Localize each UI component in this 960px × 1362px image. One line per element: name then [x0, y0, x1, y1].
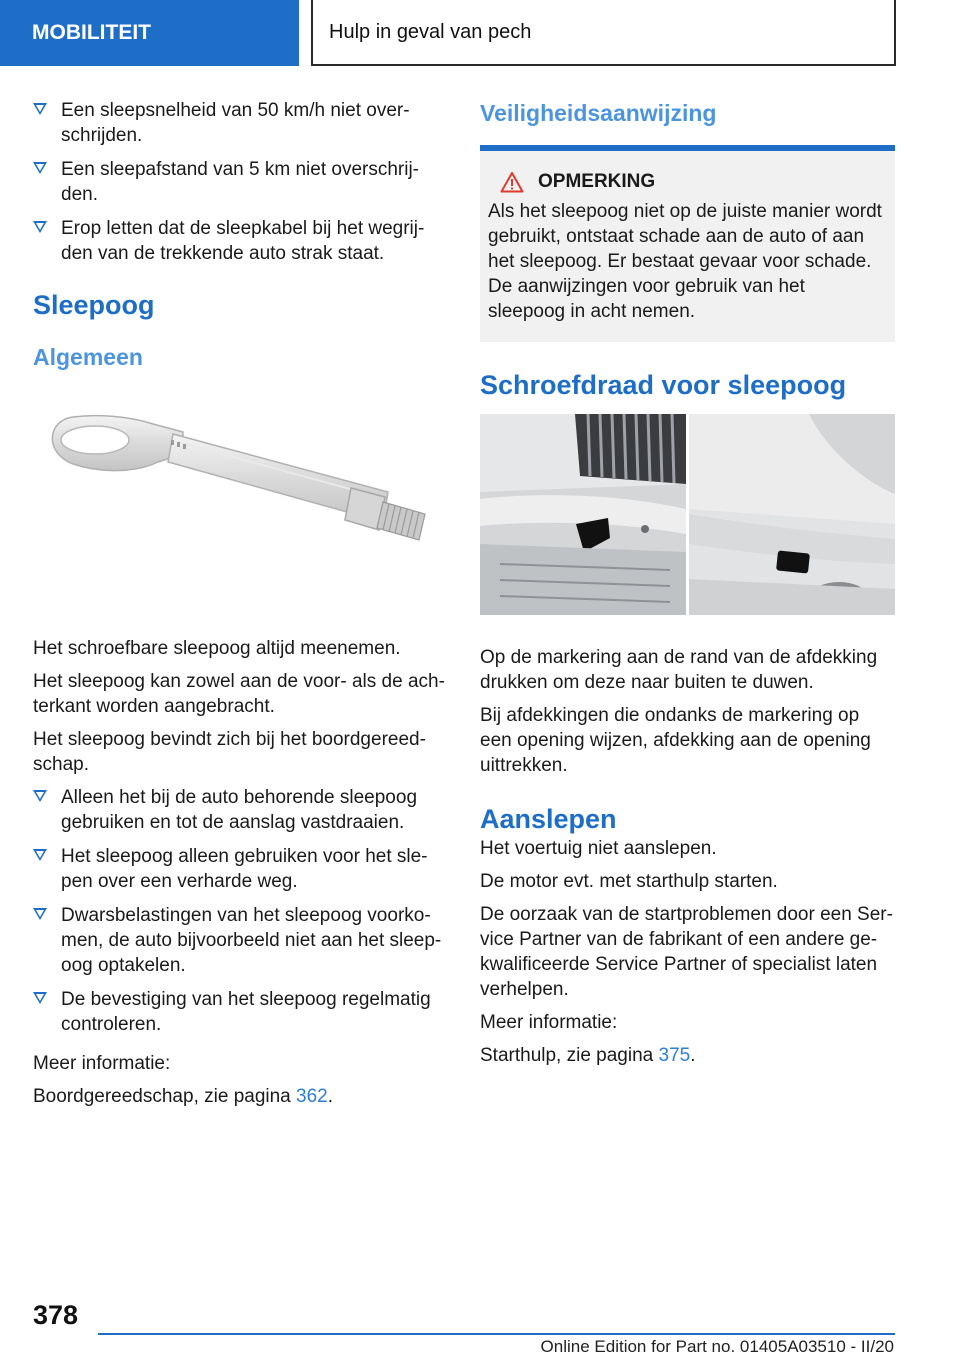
list-item: Erop letten dat de sleepkabel bij het wegrij-den van de trekkende auto strak staat.	[33, 216, 448, 266]
list-item: Alleen het bij de auto behorende sleepoog gebruiken en tot de aanslag vastdraaien.	[33, 785, 448, 835]
left-column	[33, 98, 448, 1117]
tow-eye-rules-list	[33, 785, 448, 1037]
section-heading-thread: Schroefdraad voor sleepoog	[480, 370, 847, 400]
page-link-362[interactable]: 362	[296, 1086, 328, 1107]
tow-eye-illustration	[33, 392, 448, 607]
paragraph: De motor evt. met starthulp starten.	[480, 871, 778, 892]
list-item: Een sleepafstand van 5 km niet overschrij-den.	[33, 157, 448, 207]
section-heading-towing: Aanslepen	[480, 804, 617, 834]
triangle-down-icon	[33, 790, 47, 802]
notice-header	[488, 171, 887, 193]
subheading-safety: Veiligheidsaanwijzing	[480, 100, 717, 126]
paragraph: Het schroefbare sleepoog altijd meenemen.	[33, 638, 401, 659]
paragraph: Het sleepoog kan zowel aan de voor- als de ach-terkant worden aangebracht.	[33, 671, 445, 717]
list-item: Een sleepsnelheid van 50 km/h niet over-schrijden.	[33, 98, 448, 148]
paragraph: Bij afdekkingen die ondanks de markering op een opening wijzen, afdekking aan de opening uittrekken.	[480, 705, 871, 776]
triangle-down-icon	[33, 162, 47, 174]
triangle-down-icon	[33, 849, 47, 861]
rear-bumper-photo	[689, 414, 895, 615]
footer-edition: Online Edition for Part no. 01405A03510 - II/20	[540, 1337, 894, 1356]
tow-rules-list	[33, 98, 448, 266]
front-bumper-photo	[480, 414, 686, 615]
warning-triangle-icon	[500, 171, 524, 193]
triangle-down-icon	[33, 103, 47, 115]
triangle-down-icon	[33, 221, 47, 233]
triangle-down-icon	[33, 908, 47, 920]
list-item: De bevestiging van het sleepoog regelmatig controleren.	[33, 987, 448, 1037]
more-info-label: Meer informatie:	[33, 1053, 171, 1074]
footer-rule	[98, 1333, 895, 1335]
more-info-label: Meer informatie:	[480, 1012, 618, 1033]
list-item: Het sleepoog alleen gebruiken voor het sle-pen over een verharde weg.	[33, 844, 448, 894]
header-chapter-title: Hulp in geval van pech	[311, 0, 896, 66]
cross-reference: Boordgereedschap, zie pagina 362.	[33, 1086, 334, 1107]
subheading-general: Algemeen	[33, 344, 143, 370]
triangle-down-icon	[33, 992, 47, 1004]
list-item: Dwarsbelastingen van het sleepoog voorko-men, de auto bijvoorbeeld niet aan het sleep-oog optakelen.	[33, 903, 448, 978]
page-number: 378	[33, 1300, 79, 1330]
paragraph: De oorzaak van de startproblemen door een Ser-vice Partner van de fabrikant of een andere ge-kwalificeerde Service Partner of specialist laten verhelpen.	[480, 904, 893, 1000]
right-column	[480, 98, 895, 1076]
paragraph: Het voertuig niet aanslepen.	[480, 838, 717, 859]
page-link-375[interactable]: 375	[658, 1045, 691, 1066]
notice-box	[480, 151, 895, 342]
paragraph: Op de markering aan de rand van de afdekking drukken om deze naar buiten te duwen.	[480, 647, 878, 693]
thread-photos	[480, 414, 895, 615]
notice-text: Als het sleepoog niet op de juiste manier wordt gebruikt, ontstaat schade aan de auto of aan het sleepoog. Er bestaat gevaar voor schade. De aanwijzingen voor gebruik van het sleepoog in acht nemen.	[488, 201, 882, 322]
section-heading-tow-eye: Sleepoog	[33, 290, 155, 320]
paragraph: Het sleepoog bevindt zich bij het boordgereed-schap.	[33, 729, 426, 775]
notice-label: OPMERKING	[538, 171, 656, 192]
cross-reference: Starthulp, zie pagina 375.	[480, 1045, 696, 1066]
header-section-label: MOBILITEIT	[0, 0, 299, 66]
